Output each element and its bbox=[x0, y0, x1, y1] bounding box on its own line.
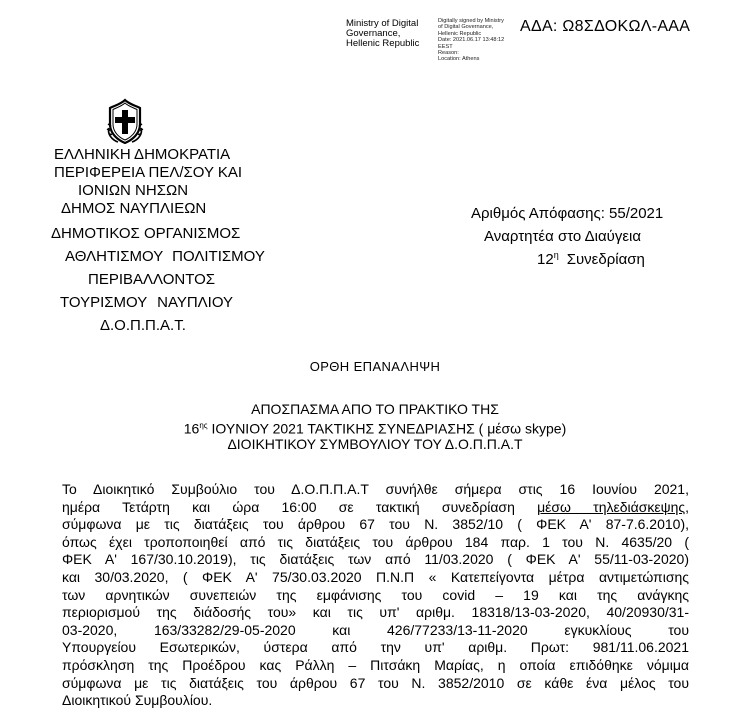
body-line: ημέρα Τετάρτη και ώρα 16:00 σε τακτική συνεδρίαση μέσω τηλεδιάσκεψης, bbox=[62, 498, 690, 515]
greek-emblem-icon bbox=[106, 98, 144, 144]
issuer-line-2: ΠΕΡΙΦΕΡΕΙΑ ΠΕΛ/ΣΟΥ ΚΑΙ bbox=[54, 164, 243, 181]
ada-code: ΑΔΑ: Ω8ΣΔΟΚΩΛ-ΑΑΑ bbox=[520, 18, 691, 35]
body-line: και 30/03.2020, ( ΦΕΚ Α' 75/30.03.2020 Π.Ν.Π « Κατεπείγοντα μέτρα αντιμετώπισης bbox=[62, 568, 689, 585]
title-line-2: $16^{\eta\varsigma}$ ΙΟΥΝΙΟΥ 2021 ΤΑΚΤΙΚΗΣ ΣΥΝΕΔΡΙΑΣΗΣ ( μέσω skype) bbox=[183, 420, 567, 437]
body-line: περιορισμού της διάδοσής του» και τις υπ' αριθμ. 18318/13-03-2020, 40/20930/31- bbox=[62, 604, 689, 621]
issuer-line-6: ΑΘΛΗΤΙΣΜΟΥ ΠΟΛΙΤΙΣΜΟΥ bbox=[65, 248, 265, 265]
issuer-line-5: ΔΗΜΟΤΙΚΟΣ ΟΡΓΑΝΙΣΜΟΣ bbox=[51, 225, 241, 242]
issuer-line-7: ΠΕΡΙΒΑΛΛΟΝΤΟΣ bbox=[88, 271, 216, 288]
signature-name: Ministry of Digital Governance, Hellenic Republic bbox=[346, 18, 420, 49]
issuer-line-1: ΕΛΛΗΝΙΚΗ ΔΗΜΟΚΡΑΤΙΑ bbox=[54, 146, 231, 163]
signature-details: Digitally signed by Ministry of Digital Governance, Hellenic Republic Date: 2021.06.17 13:48:12 EEST Reason: Location: Athens bbox=[438, 18, 505, 63]
body-line: πρόσκληση της Προέδρου κας Ράλλη – Πιτσάκη Μαρίας, η οποία επιδόθηκε νόμιμα bbox=[62, 656, 689, 673]
body-line: σύμφωνα με τις διατάξεις του άρθρου 67 του Ν. 3852/2010 σε κάθε ένα μέλος του bbox=[62, 674, 689, 691]
decision-posting: Αναρτητέα στο Διαύγεια bbox=[484, 228, 642, 245]
decision-number: Αριθμός Απόφασης: 55/2021 bbox=[471, 205, 664, 222]
body-line: των αρνητικών συνεπειών της εμφάνισης του covid – 19 και της ανάγκης bbox=[62, 586, 689, 603]
body-line: 03-2020, 163/33282/29-05-2020 και 426/77233/13-11-2020 εγκυκλίους του bbox=[62, 621, 689, 638]
issuer-line-4: ΔΗΜΟΣ ΝΑΥΠΛΙΕΩΝ bbox=[61, 200, 207, 217]
title-line-3: ΔΙΟΙΚΗΤΙΚΟΥ ΣΥΜΒΟΥΛΙΟΥ ΤΟΥ Δ.Ο.Π.Π.Α.Τ bbox=[227, 436, 523, 452]
body-line: σύμφωνα με τις διατάξεις του άρθρου 67 του Ν. 3852/10 ( ΦΕΚ Α' 87-7.6.2010), bbox=[62, 516, 689, 533]
body-paragraph bbox=[62, 481, 689, 710]
title-line-1: ΑΠΟΣΠΑΣΜΑ ΑΠΟ ΤΟ ΠΡΑΚΤΙΚΟ ΤΗΣ bbox=[251, 401, 499, 417]
body-line: Το Διοικητικό Συμβούλιο του Δ.Ο.Π.Π.Α.Τ συνήλθε σήμερα στις 16 Ιουνίου 2021, bbox=[62, 481, 689, 497]
body-line: Υπουργείου Εσωτερικών, ύστερα από την υπ' αριθμ. Πρωτ: 981/11.06.2021 bbox=[62, 639, 689, 656]
underlined-phrase: μέσω τηλεδιάσκεψης, bbox=[537, 498, 690, 515]
issuer-line-3: ΙΟΝΙΩΝ ΝΗΣΩΝ bbox=[78, 182, 189, 199]
decision-session: $12^\eta$ Συνεδρίαση bbox=[537, 250, 645, 268]
issuer-line-9: Δ.Ο.Π.Π.Α.Τ. bbox=[100, 317, 186, 334]
issuer-line-8: ΤΟΥΡΙΣΜΟΥ ΝΑΥΠΛΙΟΥ bbox=[60, 294, 234, 311]
body-line: όπως έχει τροποποιηθεί από τις διατάξεις του άρθρου 184 παρ. 1 του Ν. 4635/20 ( bbox=[62, 533, 689, 550]
correction-notice: ΟΡΘΗ ΕΠΑΝΑΛΗΨΗ bbox=[309, 359, 441, 374]
body-line: ΦΕΚ Α' 167/30.10.2019), τις διατάξεις των από 11/03.2020 ( ΦΕΚ Α' 55/11-03-2020) bbox=[62, 551, 689, 568]
body-line: Διοικητικού Συμβουλίου. bbox=[62, 692, 213, 709]
